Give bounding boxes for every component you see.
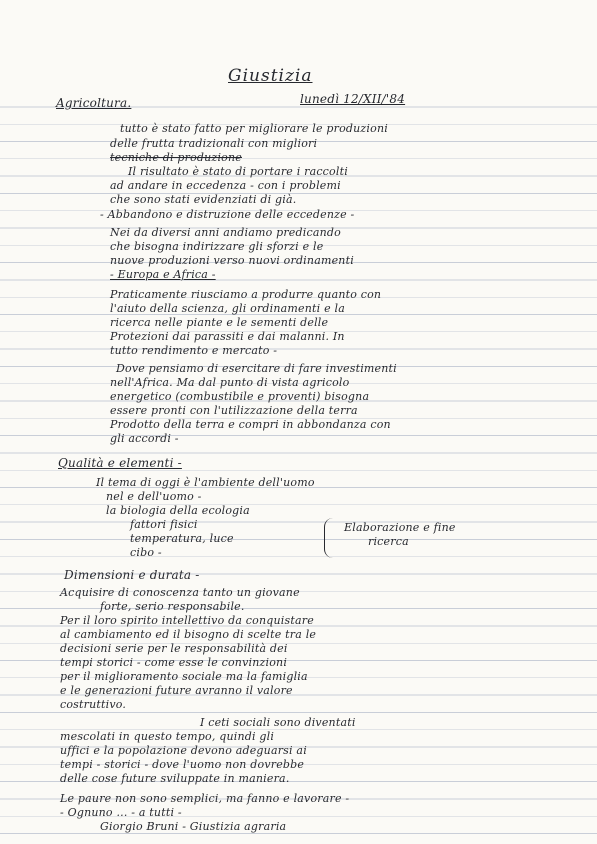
text-line: Per il loro spirito intellettivo da conquistare xyxy=(60,614,314,627)
text-line: decisioni serie per le responsabilità dei xyxy=(60,642,288,655)
text-line: Giorgio Bruni - Giustizia agraria xyxy=(100,820,287,833)
text-line: tempi storici - come esse le convinzioni xyxy=(60,656,288,669)
text-line: Praticamente riusciamo a produrre quanto con xyxy=(110,288,382,301)
text-line: gli accordi - xyxy=(110,432,179,445)
text-line: e le generazioni future avranno il valore xyxy=(60,684,293,697)
page-title: Giustizia xyxy=(228,66,313,86)
text-line: ad andare in eccedenza - con i problemi xyxy=(110,179,341,192)
section-3-title: Dimensioni e durata - xyxy=(64,568,200,582)
text-line: al cambiamento ed il bisogno di scelte tra le xyxy=(60,628,317,641)
text-line: nel e dell'uomo - xyxy=(106,490,202,503)
section-2-title: Qualità e elementi - xyxy=(58,456,182,470)
text-line: delle cose future sviluppate in maniera. xyxy=(60,772,290,785)
text-line: energetico (combustibile e proventi) bisogna xyxy=(110,390,370,403)
text-line: Le paure non sono semplici, ma fanno e lavorare - xyxy=(60,792,350,805)
text-line: Il risultato è stato di portare i raccolti xyxy=(128,165,348,178)
text-line: Prodotto della terra e compri in abbondanza con xyxy=(110,418,391,431)
text-line: la biologia della ecologia xyxy=(106,504,250,517)
text-line: cibo - xyxy=(130,546,162,559)
text-line: - Ognuno ... - a tutti - xyxy=(60,806,182,819)
text-line: per il miglioramento sociale ma la famiglia xyxy=(60,670,308,683)
brace-label: Elaborazione e fine xyxy=(344,521,456,534)
text-line: I ceti sociali sono diventati xyxy=(200,716,356,729)
text-line: Nei da diversi anni andiamo predicando xyxy=(110,226,341,239)
text-line: Il tema di oggi è l'ambiente dell'uomo xyxy=(96,476,315,489)
text-line: l'aiuto della scienza, gli ordinamenti e la xyxy=(110,302,345,315)
date: lunedì 12/XII/'84 xyxy=(300,92,406,106)
text-line: Dove pensiamo di esercitare di fare investimenti xyxy=(116,362,397,375)
text-line: che sono stati evidenziati di già. xyxy=(110,193,297,206)
text-line: fattori fisici xyxy=(130,518,198,531)
brace xyxy=(324,518,335,558)
text-line: essere pronti con l'utilizzazione della terra xyxy=(110,404,358,417)
brace-label-2: ricerca xyxy=(368,535,409,548)
text-line: nell'Africa. Ma dal punto di vista agricolo xyxy=(110,376,350,389)
text-line: costruttivo. xyxy=(60,698,127,711)
text-line: tecniche di produzione xyxy=(110,151,242,164)
text-line: forte, serio responsabile. xyxy=(100,600,245,613)
text-line: tempi - storici - dove l'uomo non dovrebbe xyxy=(60,758,305,771)
section-heading: Agricoltura. xyxy=(56,96,132,110)
text-line: tutto è stato fatto per migliorare le produzioni xyxy=(120,122,388,135)
text-line: temperatura, luce xyxy=(130,532,234,545)
text-line: nuove produzioni verso nuovi ordinamenti xyxy=(110,254,354,267)
text-line: tutto rendimento e mercato - xyxy=(110,344,278,357)
text-line: delle frutta tradizionali con migliori xyxy=(110,137,318,150)
text-line: Acquisire di conoscenza tanto un giovane xyxy=(60,586,300,599)
text-line: Protezioni dai parassiti e dai malanni. In xyxy=(110,330,345,343)
text-line: mescolati in questo tempo, quindi gli xyxy=(60,730,275,743)
text-line: che bisogna indirizzare gli sforzi e le xyxy=(110,240,324,253)
text-line: uffici e la popolazione devono adeguarsi ai xyxy=(60,744,307,757)
text-line: - Abbandono e distruzione delle eccedenze - xyxy=(100,208,355,221)
text-line: - Europa e Africa - xyxy=(110,268,216,281)
text-line: ricerca nelle piante e le sementi delle xyxy=(110,316,329,329)
